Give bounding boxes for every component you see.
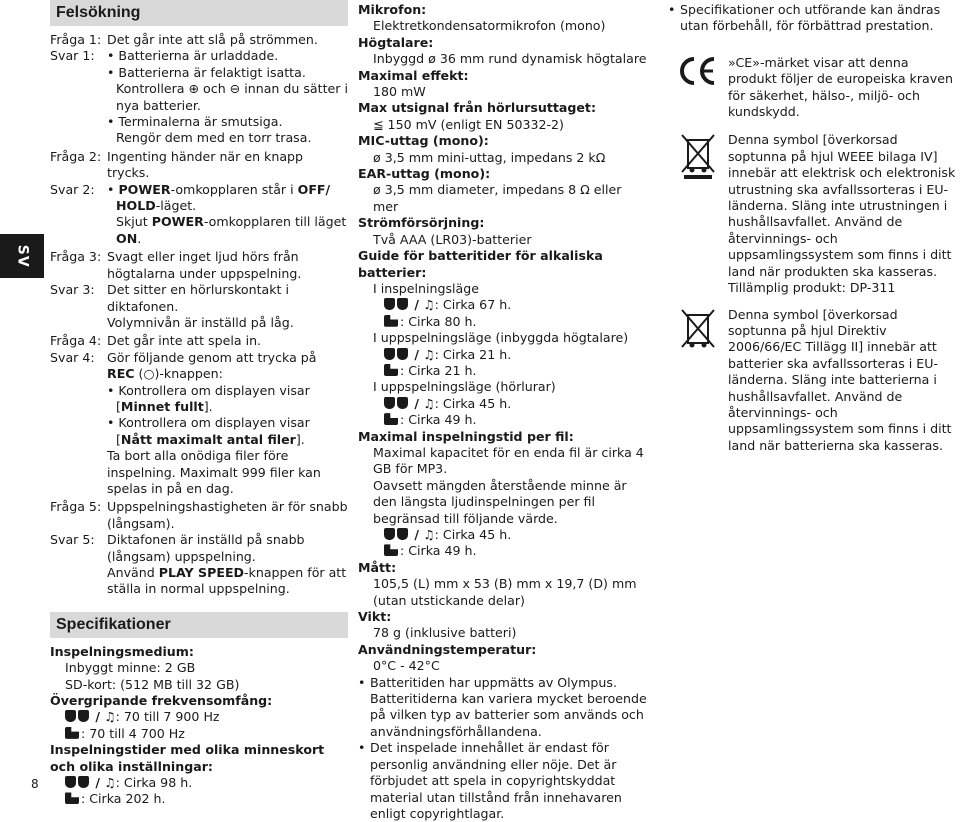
spec-label: Mått: (358, 559, 397, 575)
music-icon: / ♫ (410, 346, 435, 362)
spec-label: Guide för batteritider för alkaliska batterier: (358, 248, 603, 280)
faq-text: REC (○)-knappen: (107, 366, 223, 382)
spec-value: I uppspelningsläge (hörlurar) (373, 379, 556, 395)
faq-text: HOLD-läget. (116, 198, 197, 214)
speaker-icon (65, 710, 76, 722)
speaker-icon (78, 710, 89, 722)
spec-value: I inspelningsläge (373, 280, 479, 296)
music-icon: / ♫ (410, 527, 435, 542)
faq-label (50, 383, 107, 399)
faq-label: Svar 5: (50, 532, 95, 548)
faq-label (50, 399, 107, 415)
spec-value: Maximal kapacitet för en enda fil är cirka 4 GB för MP3. (373, 444, 644, 477)
spec-label: Övergripande frekvensomfång: (50, 693, 273, 709)
faq-text: • Batterierna är urladdade. (107, 48, 279, 64)
faq-label (50, 214, 107, 230)
faq-row (50, 383, 348, 399)
faq-row (50, 32, 348, 48)
battery-text: Denna symbol [överkorsad soptunna på hjul Direktiv 2006/66/EC Tillägg II] innebär att batterier ska avfallssorteras i EU-länderna. Släng inte batterierna i hushållsavfallet. Använd de återvinnings- och uppsamlingssystem som finns i ditt land när batterierna ska kasseras. (728, 306, 952, 453)
faq-row (50, 48, 348, 64)
faq-label (50, 98, 107, 114)
spec-label: Högtalare: (358, 34, 434, 50)
spec-value: Inbyggt minne: 2 GB (65, 660, 196, 676)
music-icon: / ♫ (91, 775, 116, 791)
faq-label: Svar 3: (50, 282, 95, 298)
column-middle (358, 2, 650, 822)
faq-row (50, 399, 348, 415)
spec-label: Mikrofon: (358, 2, 427, 17)
spec-value-card: : Cirka 80 h. (358, 314, 650, 330)
speaker-icon (397, 528, 408, 540)
faq-label (50, 481, 107, 497)
spec-note: • Specifikationer och utförande kan ändras utan förbehåll, för förbättrad prestation. (668, 2, 960, 35)
spec-label: Maximal effekt: (358, 67, 469, 83)
spec-list-middle (358, 2, 650, 822)
faq-text: [Nått maximalt antal filer]. (116, 431, 305, 447)
faq-row (50, 516, 348, 532)
faq-text: Rengör dem med en torr trasa. (116, 130, 312, 146)
spec-list-left (50, 644, 348, 808)
faq-text: Gör följande genom att trycka på (107, 349, 317, 365)
crossed-bin-battery-icon (668, 307, 728, 455)
spec-label: Strömförsörjning: (358, 215, 485, 231)
spec-label: MIC-uttag (mono): (358, 133, 489, 149)
weee-row (668, 132, 960, 296)
faq-row (50, 130, 348, 146)
spec-value: 78 g (inklusive batteri) (373, 625, 517, 641)
spec-value: 180 mW (373, 84, 426, 100)
faq-label: Fråga 4: (50, 333, 102, 349)
faq-row (50, 549, 348, 565)
faq-text: Använd PLAY SPEED-knappen för att (107, 565, 347, 580)
faq-text: Uppspelningshastigheten är för snabb (107, 499, 348, 515)
faq-row (50, 114, 348, 130)
spec-label: Vikt: (358, 609, 392, 625)
music-icon: / ♫ (410, 297, 435, 313)
faq-row (50, 448, 348, 464)
faq-row (50, 198, 348, 214)
faq-row (50, 565, 348, 581)
faq-text: Skjut POWER-omkopplaren till läget (116, 214, 347, 230)
faq-label (50, 516, 107, 532)
faq-row (50, 214, 348, 230)
faq-text: Diktafonen är inställd på snabb (107, 532, 305, 548)
faq-row (50, 98, 348, 114)
column-right (668, 2, 960, 454)
spec-value-speaker: / ♫: Cirka 67 h. (358, 297, 650, 313)
faq-text: inspelning. Maximalt 999 filer kan (107, 464, 321, 480)
spec-label: EAR-uttag (mono): (358, 166, 491, 182)
sd-card-icon (65, 792, 79, 804)
weee-text: Denna symbol [överkorsad soptunna på hjul WEEE bilaga IV] innebär att elektrisk och elektronisk utrustning ska avfallssorteras i EU-länderna. Släng inte utrustningen i hushållsavfallet. Använd de återvinnings- och uppsamlingssystem som finns i ditt land när produkten ska kasseras. Tillämplig produkt: DP-311 (728, 132, 956, 296)
faq-text: spelas in på en dag. (107, 480, 234, 496)
speaker-icon (65, 776, 76, 788)
faq-label (50, 65, 107, 81)
speaker-icon (397, 348, 408, 360)
speaker-icon (384, 397, 395, 409)
faq-row (50, 249, 348, 265)
spec-value: Elektretkondensatormikrofon (mono) (373, 18, 606, 34)
spec-value-speaker: / ♫: 70 till 7 900 Hz (50, 709, 348, 725)
faq-label (50, 565, 107, 581)
faq-label (50, 448, 107, 464)
speaker-icon (384, 298, 395, 310)
spec-value: ø 3,5 mm mini-uttag, impedans 2 kΩ (373, 149, 606, 165)
faq-label: Svar 2: (50, 181, 95, 197)
faq-label: Fråga 1: (50, 32, 102, 47)
spec-value-speaker: / ♫: Cirka 21 h. (358, 347, 650, 363)
spec-value: ø 3,5 mm diameter, impedans 8 Ω eller mer (373, 182, 622, 214)
faq-label: Fråga 5: (50, 499, 102, 515)
faq-label (50, 366, 107, 382)
spec-value-speaker: / ♫: Cirka 45 h. (358, 527, 650, 543)
record-icon: ○ (143, 366, 155, 382)
faq-text: högtalarna under uppspelning. (107, 265, 302, 281)
faq-row (50, 350, 348, 366)
faq-row (50, 432, 348, 448)
faq-text: Ta bort alla onödiga filer före (107, 448, 289, 464)
spec-value-card: : Cirka 49 h. (358, 543, 650, 559)
faq-row (50, 182, 348, 198)
spec-value: ≦ 150 mV (enligt EN 50332-2) (373, 116, 564, 132)
faq-row (50, 315, 348, 331)
faq-label: Fråga 2: (50, 148, 102, 164)
faq-text: (långsam) uppspelning. (107, 548, 256, 564)
faq-text: • POWER-omkopplaren står i OFF/ (107, 181, 331, 197)
faq-label (50, 299, 107, 315)
ce-mark-icon (668, 55, 728, 121)
faq-text: Volymnivån är inställd på låg. (107, 314, 294, 330)
music-icon: / ♫ (91, 709, 116, 725)
spec-label: Inspelningsmedium: (50, 643, 194, 659)
faq-label (50, 266, 107, 282)
faq-row (50, 266, 348, 282)
faq-label: Fråga 3: (50, 249, 102, 265)
spec-bullet: • Batteritiden har uppmätts av Olympus. Batteritiderna kan variera mycket beroende på vilken typ av batterier som används och användningsförhållandena. (358, 675, 650, 741)
spec-bullet: • Det inspelade innehållet är endast för personlig användning eller nöje. Det är förbjudet att spela in copyrightskyddat material utan tillstånd från innehavaren enligt copyrightlagar. (358, 740, 650, 822)
faq-row (50, 415, 348, 431)
faq-row (50, 299, 348, 315)
faq-text: diktafonen. (107, 298, 179, 314)
spec-value-card: : Cirka 49 h. (358, 412, 650, 428)
faq-row (50, 65, 348, 81)
faq-row (50, 532, 348, 548)
faq-row (50, 465, 348, 481)
faq-text: • Kontrollera om displayen visar (107, 382, 310, 398)
faq-text: nya batterier. (116, 97, 201, 113)
spec-value: Oavsett mängden återstående minne är den längsta ljudinspelningen per fil begränsad till följande värde. (373, 477, 627, 526)
faq-text: [Minnet fullt]. (116, 398, 213, 414)
faq-text: Ingenting händer när en knapp trycks. (107, 148, 304, 181)
faq-text: • Kontrollera om displayen visar (107, 415, 310, 431)
page-number: 8 (31, 777, 39, 791)
faq-row (50, 366, 348, 382)
column-left (50, 0, 348, 808)
faq-row (50, 499, 348, 515)
spec-value: SD-kort: (512 MB till 32 GB) (65, 676, 240, 692)
spec-value: Inbyggd ø 36 mm rund dynamisk högtalare (373, 51, 647, 67)
spec-value: 105,5 (L) mm x 53 (B) mm x 19,7 (D) mm (utan utstickande delar) (373, 576, 637, 608)
speaker-icon (397, 397, 408, 409)
faq-text: Det går inte att slå på strömmen. (107, 32, 318, 47)
faq-label (50, 581, 107, 597)
faq-row (50, 81, 348, 97)
spec-value-speaker: / ♫: Cirka 45 h. (358, 396, 650, 412)
faq-text: Det sitter en hörlurskontakt i (107, 282, 289, 298)
faq-text: Svagt eller inget ljud hörs från (107, 249, 299, 265)
section-title-specifikationer: Specifikationer (50, 612, 348, 638)
faq-label (50, 114, 107, 130)
section-title-felsokning: Felsökning (50, 0, 348, 26)
faq-text: • Batterierna är felaktigt isatta. (107, 64, 306, 80)
spec-value: 0°C - 42°C (373, 658, 440, 674)
spec-value-card: : 70 till 4 700 Hz (50, 726, 348, 742)
sd-card-icon (384, 315, 398, 327)
faq-label (50, 432, 107, 448)
spec-label: Inspelningstider med olika minneskort och olika inställningar: (50, 742, 325, 774)
ce-row (668, 55, 960, 121)
crossed-bin-icon (668, 132, 728, 296)
faq-label (50, 465, 107, 481)
faq-label (50, 231, 107, 247)
sd-card-icon (384, 364, 398, 376)
faq-text: ON. (116, 230, 142, 246)
faq-text: (långsam). (107, 515, 175, 531)
faq-row (50, 581, 348, 597)
spec-label: Maximal inspelningstid per fil: (358, 428, 574, 444)
spec-label: Användningstemperatur: (358, 641, 537, 657)
sd-card-icon (65, 727, 79, 739)
faq-row (50, 481, 348, 497)
sd-card-icon (384, 413, 398, 425)
speaker-icon (78, 776, 89, 788)
spec-value: I uppspelningsläge (inbyggda högtalare) (373, 330, 629, 346)
faq-row (50, 282, 348, 298)
faq-label: Svar 1: (50, 48, 95, 64)
faq-label (50, 549, 107, 565)
faq-label (50, 130, 107, 146)
battery-row (668, 307, 960, 455)
faq-label (50, 81, 107, 97)
spec-value: Två AAA (LR03)-batterier (373, 231, 532, 247)
faq-text: Kontrollera ⊕ och ⊖ innan du sätter i (116, 81, 348, 97)
faq-row (50, 333, 348, 349)
faq-label (50, 198, 107, 214)
spec-value-card: : Cirka 202 h. (50, 791, 348, 807)
faq-text: ställa in normal uppspelning. (107, 581, 290, 597)
faq-text: Det går inte att spela in. (107, 333, 262, 349)
speaker-icon (397, 298, 408, 310)
ce-text: »CE»-märket visar att denna produkt följer de europeiska kraven för säkerhet, hälso-, miljö- och kundskydd. (728, 54, 953, 120)
spec-value-card: : Cirka 21 h. (358, 363, 650, 379)
faq-list (50, 32, 348, 598)
sd-card-icon (384, 544, 398, 556)
faq-row (50, 231, 348, 247)
speaker-icon (384, 348, 395, 360)
faq-label (50, 415, 107, 431)
faq-label: Svar 4: (50, 349, 95, 365)
language-tab: SV (0, 234, 44, 278)
spec-value-speaker: / ♫: Cirka 98 h. (50, 775, 348, 791)
faq-row (50, 149, 348, 182)
faq-text: • Terminalerna är smutsiga. (107, 114, 283, 130)
spec-label: Max utsignal från hörlursuttaget: (358, 100, 596, 116)
faq-label (50, 315, 107, 331)
speaker-icon (384, 528, 395, 540)
music-icon: / ♫ (410, 395, 435, 411)
